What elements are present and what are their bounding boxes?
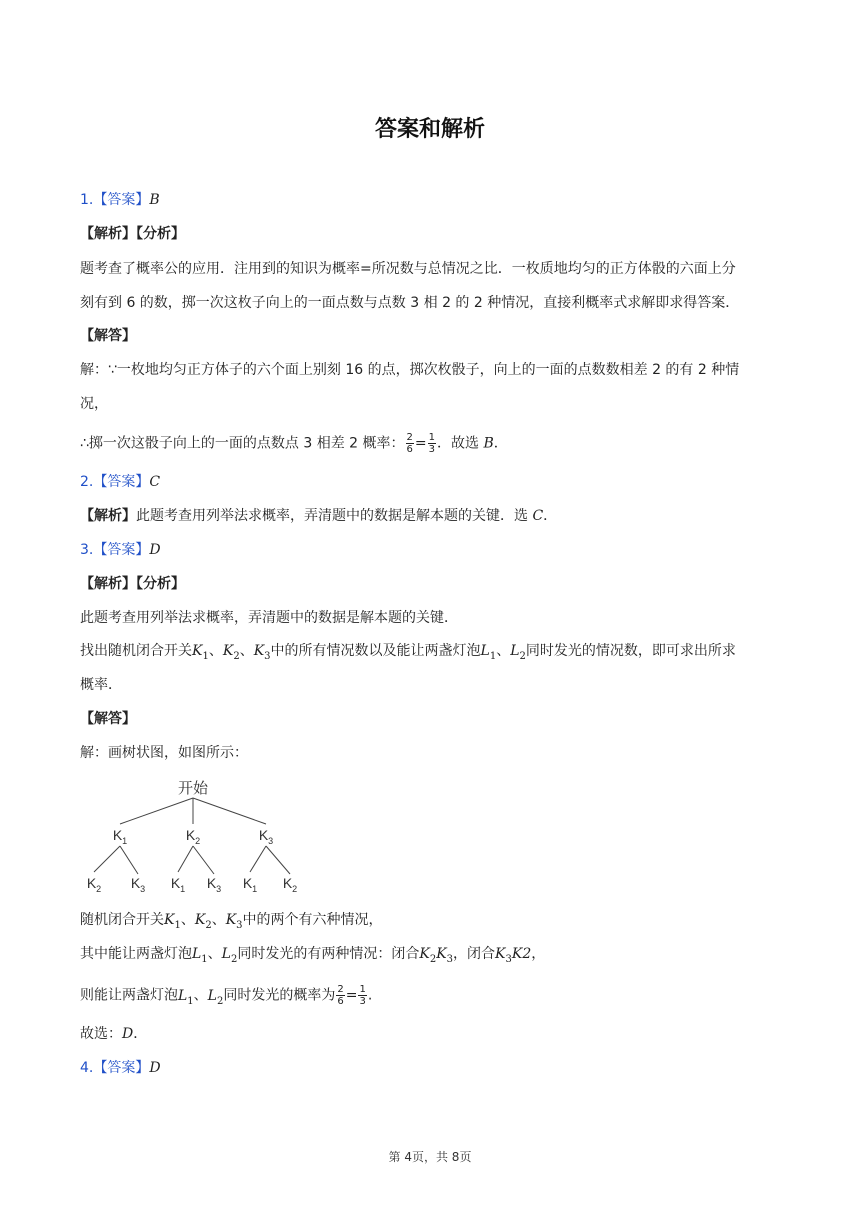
var-l2: $L_2$ — [510, 643, 526, 662]
equals-sign: = — [414, 435, 427, 452]
q1-analysis-1: 题考查了概率公的应用．注用到的知识为概率=所况数与总情况之比．一枚质地均匀的正方体骰的六面上分 — [80, 261, 736, 277]
q2-number: 2. — [80, 474, 94, 490]
sep: 、 — [193, 987, 208, 1004]
var-l1: $L_1$ — [178, 987, 194, 1007]
var-k2-plain: K2 — [511, 946, 532, 962]
q1-answer: B — [149, 192, 160, 208]
q3-number: 3. — [80, 542, 94, 558]
var-k3: $K_3$ — [253, 643, 271, 662]
q3-analysis-1: 此题考查用列举法求概率，弄清题中的数据是解本题的关键． — [80, 610, 458, 626]
tree-node-level2: $K_2$ — [86, 875, 102, 894]
q2-letter: C — [532, 508, 544, 524]
q4-answer-tag: 【答案】 — [93, 1060, 150, 1076]
frac-denominator: 3 — [428, 444, 436, 455]
equals-sign: = — [345, 987, 358, 1004]
var-k2: $K_2$ — [222, 643, 240, 662]
q2-answer: C — [149, 474, 161, 490]
q3-solution-3 — [80, 944, 790, 970]
q3-jieda-tag: 【解答】 — [80, 711, 136, 727]
text-run: 中的所有情况数以及能让两盏灯泡 — [270, 643, 481, 659]
text-run: 同时发光的情况数，即可求出所求 — [525, 643, 736, 659]
q3-fraction-a — [336, 984, 344, 1007]
var-k3: $K_3$ — [436, 946, 454, 965]
text-run: 同时发光的有两种情况：闭合 — [237, 946, 420, 962]
var-k2: $K_2$ — [194, 912, 212, 931]
text-run: 故选： — [80, 1026, 122, 1042]
tree-node-level2: $K_1$ — [242, 875, 258, 894]
q1-fenxi-tag: 【分析】 — [136, 226, 185, 242]
q1-number: 1. — [80, 192, 94, 208]
q1-sol3-prefix: ∴掷一次这骰子向上的一面的点数点 3 相差 2 概率： — [80, 435, 405, 452]
tree-node-labels — [87, 827, 297, 894]
q4-answer: D — [149, 1060, 161, 1076]
var-l1: $L_1$ — [192, 946, 208, 965]
q3-analysis-3: 概率． — [80, 677, 122, 693]
q3-jiexi-line — [80, 574, 790, 594]
q3-answer-line — [80, 540, 790, 560]
text-run: ，闭合 — [453, 946, 496, 962]
tree-node-level2: $K_3$ — [206, 875, 222, 894]
q3-fenxi-tag: 【分析】 — [136, 576, 185, 592]
q4-number: 4. — [80, 1060, 94, 1076]
q1-solution-3 — [80, 432, 790, 455]
var-k2: $K_2$ — [419, 946, 437, 965]
tree-root: 开始 — [177, 780, 209, 797]
q1-analysis-2: 刻有到 6 的数，掷一次这枚子向上的一面点数与点数 3 相 2 的 2 种情况，直接利概率式求解即求得答案． — [80, 295, 740, 311]
q1-fraction-a — [406, 432, 414, 455]
frac-numerator: 2 — [406, 432, 413, 443]
q4-answer-line — [80, 1058, 790, 1078]
text-run: 中的两个有六种情况， — [242, 912, 383, 928]
text-run: 随机闭合开关 — [80, 912, 164, 928]
period: ． — [493, 435, 508, 452]
var-l1: $L_1$ — [480, 643, 497, 662]
var-l2: $L_2$ — [207, 987, 224, 1007]
tree-node-level1: $K_3$ — [258, 827, 274, 846]
sep: 、 — [207, 946, 222, 962]
text-run: 其中能让两盏灯泡 — [80, 946, 192, 962]
q1-jiexi-line — [80, 224, 790, 244]
q3-solution-5 — [80, 1024, 790, 1044]
tree-diagram — [80, 772, 320, 898]
sep: 、 — [211, 912, 226, 928]
q3-analysis-2 — [80, 641, 790, 667]
var-k3: $K_3$ — [225, 912, 243, 931]
q3-fraction-b — [358, 984, 366, 1007]
q2-jiexi-line — [80, 506, 790, 526]
period: . — [367, 987, 373, 1004]
text-run: 同时发光的概率为 — [223, 987, 336, 1004]
sep: 、 — [239, 643, 254, 659]
q2-answer-tag: 【答案】 — [93, 474, 150, 490]
q2-text: 此题考查用列举法求概率，弄清题中的数据是解本题的关键．选 — [136, 508, 528, 524]
tree-node-level2: $K_2$ — [282, 875, 298, 894]
var-l2: $L_2$ — [221, 946, 238, 965]
page-footer: 第 4页，共 8页 — [388, 1150, 472, 1164]
q3-solution-1: 解：画树状图，如图所示： — [80, 745, 248, 761]
tree-node-level2: $K_3$ — [130, 875, 146, 894]
text-run: 找出随机闭合开关 — [80, 643, 192, 659]
q1-sol3-mid: ．故选 — [437, 435, 480, 452]
page-title: 答案和解析 — [374, 117, 485, 142]
q3-answer-tag: 【答案】 — [93, 542, 150, 558]
q3-answer: D — [149, 542, 161, 558]
q1-answer-tag: 【答案】 — [93, 192, 150, 208]
frac-denominator: 3 — [359, 996, 366, 1007]
sep: 、 — [496, 643, 511, 659]
q1-jiexi-tag: 【解析】 — [80, 226, 136, 242]
frac-numerator: 2 — [337, 984, 344, 995]
q1-answer-line — [80, 190, 790, 210]
tree-node-level1: $K_2$ — [185, 827, 201, 846]
tree-node-level2: $K_1$ — [170, 875, 186, 894]
period: ． — [543, 508, 558, 524]
frac-denominator: 6 — [337, 996, 344, 1007]
var-k3: $K_3$ — [495, 946, 512, 965]
q2-jiexi-tag: 【解析】 — [80, 508, 136, 524]
text-run: 则能让两盏灯泡 — [80, 987, 178, 1004]
q1-solution-2: 况， — [80, 396, 108, 412]
q3-solution-2 — [80, 910, 790, 936]
q2-answer-line — [80, 472, 790, 492]
sep: 、 — [180, 912, 195, 928]
q3-solution-4 — [80, 984, 790, 1011]
var-k1: $K_1$ — [164, 912, 181, 931]
var-k1: $K_1$ — [192, 643, 209, 662]
q1-solution-1: 解：∵一枚地均匀正方体子的六个面上别刻 16 的点，掷次枚骰子，向上的一面的点数数相差 2 的有 2 种情 — [80, 362, 740, 378]
frac-numerator: 1 — [428, 432, 436, 443]
q1-jieda-tag: 【解答】 — [80, 328, 136, 344]
q1-fraction-b — [428, 432, 436, 455]
frac-numerator: 1 — [359, 984, 366, 995]
frac-denominator: 6 — [406, 444, 413, 455]
tree-node-level1: $K_1$ — [112, 827, 128, 846]
q3-jiexi-tag: 【解析】 — [80, 576, 136, 592]
period: ． — [133, 1026, 148, 1042]
text-run: ， — [531, 946, 546, 962]
q3-choice-letter: D — [122, 1026, 134, 1042]
sep: 、 — [208, 643, 223, 659]
q1-sol3-letter: B — [483, 435, 494, 452]
